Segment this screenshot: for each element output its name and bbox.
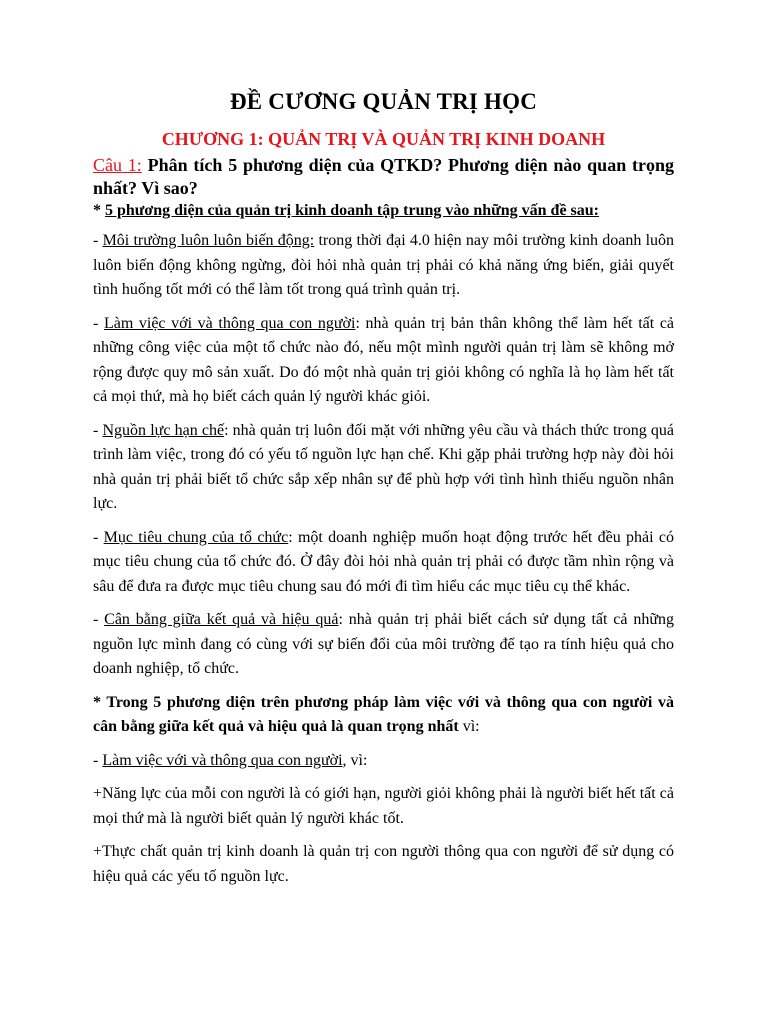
aspect-paragraph-resources (93, 419, 674, 517)
chapter-heading: CHƯƠNG 1: QUẢN TRỊ VÀ QUẢN TRỊ KINH DOANH (161, 129, 606, 149)
reason-item-text: , vì: (342, 751, 368, 769)
aspect-paragraph-people (93, 312, 674, 410)
aspect-term: Mục tiêu chung của tổ chức (103, 528, 289, 546)
aspect-paragraph-goals (93, 526, 674, 600)
most-important-bold-text: * Trong 5 phương diện trên phương pháp làm việc với và thông qua con người và cân bằng giữa kết quả và hiệu quả là quan trọng nhất (93, 693, 674, 735)
question-text: Phân tích 5 phương diện của QTKD? Phương diện nào quan trọng nhất? Vì sao? (93, 155, 674, 198)
section-heading-prefix: * (93, 202, 105, 219)
aspect-paragraph-balance (93, 608, 674, 682)
document-page (93, 84, 674, 898)
aspect-paragraph-environment (93, 229, 674, 303)
reason-item-paragraph (93, 749, 674, 774)
question-number: Câu 1: (93, 155, 142, 175)
document-title: ĐỀ CƯƠNG QUẢN TRỊ HỌC (229, 89, 538, 114)
reason-paragraph-2: +Thực chất quản trị kinh doanh là quản trị con người thông qua con người để sử dụng có hiệu quả các yếu tố nguồn lực. (93, 843, 674, 885)
reason-item-term: Làm việc với và thông qua con người (102, 751, 343, 769)
aspect-term: Làm việc với và thông qua con người (103, 314, 356, 332)
section-heading-text: 5 phương diện của quản trị kinh doanh tập trung vào những vấn đề sau: (105, 202, 600, 219)
item-dash: - (93, 232, 103, 249)
section-heading-five-aspects (93, 200, 674, 222)
most-important-paragraph (93, 691, 674, 740)
question-heading (93, 154, 674, 200)
item-dash: - (93, 528, 104, 546)
item-dash: - (93, 314, 104, 332)
item-dash: - (93, 751, 103, 769)
reason-paragraph-1: +Năng lực của mỗi con người là có giới hạn, người giỏi không phải là người biết hết tất cả mọi thứ mà là người biết quản lý người khác tốt. (93, 785, 674, 827)
aspect-text: trong thời đại 4.0 hiện nay môi trường kinh doanh luôn luôn biến động không ngừng, đòi hỏi nhà quản trị phải có khả năng ứng biến, giải quyết tình huống tốt mới có thể làm tốt trong quá trình quản trị. (93, 232, 675, 298)
aspect-text: : một doanh nghiệp muốn hoạt động trước hết đều phải có mục tiêu chung của tổ chức đó. Ở đây đòi hỏi nhà quản trị phải có được tầm nhìn rộng và sâu để đưa ra được mục tiêu chung sau đó mới đi tìm hiểu các mục tiêu cụ thể khác. (93, 528, 675, 595)
item-dash: - (93, 611, 105, 628)
aspect-term: Nguồn lực hạn chế (102, 421, 225, 439)
aspect-text: : nhà quản trị bản thân không thể làm hết tất cả những công việc của một tổ chức nào đó, nếu một mình người quản trị làm sẽ không mở rộng được quy mô sản xuất. Do đó một nhà quản trị giỏi không có nghĩa là họ làm hết tất cả mọi thứ, mà họ biết cách quản lý người khác giỏi. (93, 314, 675, 405)
aspect-term: Cân bằng giữa kết quả và hiệu quả (104, 611, 339, 628)
aspect-text: : nhà quản trị phải biết cách sử dụng tất cả những nguồn lực mình đang có cùng với sự biến đổi của môi trường để tạo ra tính hiệu quả cho doanh nghiệp, tổ chức. (93, 611, 674, 677)
item-dash: - (93, 421, 103, 439)
aspect-text: : nhà quản trị luôn đối mặt với những yêu cầu và thách thức trong quá trình làm việc, trong đó có yếu tố nguồn lực hạn chế. Khi gặp phải trường hợp này đòi hỏi nhà quản trị phải biết tổ chức sắp xếp nhân sự để phù hợp với tình hình thiếu nguồn nhân lực. (93, 421, 675, 512)
aspect-term: Môi trường luôn luôn biến động: (102, 232, 315, 249)
most-important-tail: vì: (458, 718, 480, 735)
